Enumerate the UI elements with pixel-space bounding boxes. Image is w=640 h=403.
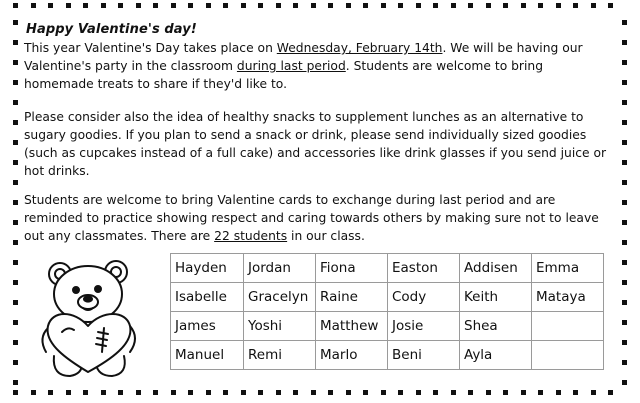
border-dot — [118, 3, 123, 8]
student-name-cell: Matthew — [316, 312, 388, 341]
border-dot — [622, 180, 627, 185]
border-dot — [622, 200, 627, 205]
border-dot — [136, 390, 141, 395]
party-text-start: This year Valentine's Day takes place on — [24, 41, 277, 55]
border-dot — [622, 260, 627, 265]
border-dot — [31, 390, 36, 395]
table-row — [171, 312, 604, 341]
student-name-cell: Mataya — [532, 283, 604, 312]
student-name-cell: Easton — [388, 254, 460, 283]
border-dot — [556, 3, 561, 8]
student-name-cell: Addisen — [460, 254, 532, 283]
cards-paragraph — [24, 191, 614, 245]
border-dot — [171, 3, 176, 8]
border-dot — [48, 3, 53, 8]
border-dot — [398, 390, 403, 395]
border-dot — [13, 320, 18, 325]
border-dot — [538, 3, 543, 8]
border-dot — [591, 390, 596, 395]
border-dot — [622, 60, 627, 65]
border-dot — [521, 3, 526, 8]
border-dot — [13, 80, 18, 85]
student-count: 22 students — [214, 229, 288, 243]
cards-text-end: in our class. — [287, 229, 365, 243]
border-dot — [416, 390, 421, 395]
border-dot — [136, 3, 141, 8]
student-name-cell: Ayla — [460, 341, 532, 370]
table-row — [171, 341, 604, 370]
border-dot — [206, 3, 211, 8]
student-name-cell: Cody — [388, 283, 460, 312]
student-name-cell: Jordan — [244, 254, 316, 283]
border-dot — [118, 390, 123, 395]
border-dot — [13, 240, 18, 245]
cards-text-start: Students are welcome to bring Valentine cards to exchange during last period and are reminded to practice showing respect and caring towards others by making sure not to leave out any classmates. There are — [24, 193, 599, 243]
border-dot — [622, 380, 627, 385]
student-name-cell: Yoshi — [244, 312, 316, 341]
border-dot — [622, 280, 627, 285]
party-text-middle: . We will be having our Valentine's party in the classroom — [24, 41, 583, 73]
table-row — [171, 283, 604, 312]
student-name-cell: Gracelyn — [244, 283, 316, 312]
border-dot — [13, 380, 18, 385]
border-dot — [346, 3, 351, 8]
border-dot — [13, 260, 18, 265]
student-name-cell: Marlo — [316, 341, 388, 370]
border-dot — [328, 3, 333, 8]
student-name-cell: Keith — [460, 283, 532, 312]
border-dot — [468, 3, 473, 8]
border-dot — [363, 390, 368, 395]
border-dot — [622, 300, 627, 305]
student-name-cell: Emma — [532, 254, 604, 283]
border-dot — [311, 390, 316, 395]
border-dot — [622, 240, 627, 245]
border-dot — [223, 390, 228, 395]
border-dot — [258, 390, 263, 395]
border-dot — [311, 3, 316, 8]
border-dot — [622, 20, 627, 25]
party-date: Wednesday, February 14th — [276, 41, 443, 55]
border-dot — [591, 3, 596, 8]
student-name-cell: Josie — [388, 312, 460, 341]
border-dot — [66, 390, 71, 395]
border-dot — [451, 390, 456, 395]
border-dot — [13, 60, 18, 65]
border-dot — [13, 100, 18, 105]
border-dot — [13, 120, 18, 125]
border-dot — [486, 3, 491, 8]
border-dot — [276, 3, 281, 8]
border-dot — [13, 220, 18, 225]
student-name-cell: Manuel — [171, 341, 244, 370]
student-name-cell: James — [171, 312, 244, 341]
border-dot — [101, 390, 106, 395]
border-dot — [503, 3, 508, 8]
border-dot — [573, 3, 578, 8]
table-row — [171, 254, 604, 283]
student-name-cell: Remi — [244, 341, 316, 370]
student-name-cell: Isabelle — [171, 283, 244, 312]
border-dot — [346, 390, 351, 395]
border-dot — [13, 390, 18, 395]
student-roster-table — [170, 253, 604, 370]
border-dot — [101, 3, 106, 8]
party-paragraph — [24, 39, 614, 93]
border-dot — [468, 390, 473, 395]
border-dot — [13, 20, 18, 25]
border-dot — [48, 390, 53, 395]
border-dot — [622, 100, 627, 105]
border-dot — [328, 390, 333, 395]
border-dot — [153, 390, 158, 395]
border-dot — [381, 3, 386, 8]
border-dot — [538, 390, 543, 395]
border-dot — [363, 3, 368, 8]
border-dot — [13, 300, 18, 305]
border-dot — [153, 3, 158, 8]
border-dot — [13, 3, 18, 8]
border-dot — [622, 320, 627, 325]
student-name-cell: Raine — [316, 283, 388, 312]
border-dot — [608, 3, 613, 8]
border-dot — [13, 140, 18, 145]
party-time: during last period — [236, 59, 346, 73]
border-dot — [241, 3, 246, 8]
border-dot — [486, 390, 491, 395]
border-dot — [223, 3, 228, 8]
border-dot — [293, 3, 298, 8]
border-dot — [276, 390, 281, 395]
student-name-cell: Beni — [388, 341, 460, 370]
border-dot — [433, 3, 438, 8]
border-dot — [622, 120, 627, 125]
border-dot — [622, 140, 627, 145]
border-dot — [13, 340, 18, 345]
student-name-cell: Fiona — [316, 254, 388, 283]
border-dot — [521, 390, 526, 395]
border-dot — [416, 3, 421, 8]
border-dot — [622, 160, 627, 165]
party-text-end: . Students are welcome to bring homemade treats to share if they'd like to. — [24, 59, 544, 91]
border-dot — [622, 80, 627, 85]
border-dot — [13, 160, 18, 165]
border-dot — [13, 200, 18, 205]
border-dot — [451, 3, 456, 8]
border-dot — [293, 390, 298, 395]
border-dot — [13, 280, 18, 285]
border-dot — [608, 390, 613, 395]
page-title: Happy Valentine's day! — [26, 22, 197, 37]
border-dot — [381, 390, 386, 395]
student-name-cell: Hayden — [171, 254, 244, 283]
border-dot — [241, 390, 246, 395]
border-dot — [503, 390, 508, 395]
border-dot — [622, 40, 627, 45]
border-dot — [13, 360, 18, 365]
border-dot — [66, 3, 71, 8]
border-dot — [622, 220, 627, 225]
border-dot — [188, 3, 193, 8]
border-dot — [398, 3, 403, 8]
border-dot — [83, 3, 88, 8]
border-dot — [622, 340, 627, 345]
border-dot — [13, 40, 18, 45]
border-dot — [13, 180, 18, 185]
student-name-cell — [532, 312, 604, 341]
border-dot — [433, 390, 438, 395]
border-dot — [622, 360, 627, 365]
snacks-paragraph: Please consider also the idea of healthy snacks to supplement lunches as an alternative to sugary goodies. If you plan to send a snack or drink, please send individually sized goodies (such as cupcakes instead of a full cake) and accessories like drink glasses if you send juice or hot drinks. — [24, 110, 607, 178]
border-dot — [258, 3, 263, 8]
student-name-cell: Shea — [460, 312, 532, 341]
border-dot — [83, 390, 88, 395]
border-dot — [188, 390, 193, 395]
border-dot — [556, 390, 561, 395]
teddy-bear-heart-icon — [30, 256, 148, 380]
border-dot — [31, 3, 36, 8]
border-dot — [206, 390, 211, 395]
border-dot — [171, 390, 176, 395]
student-name-cell — [532, 341, 604, 370]
border-dot — [573, 390, 578, 395]
